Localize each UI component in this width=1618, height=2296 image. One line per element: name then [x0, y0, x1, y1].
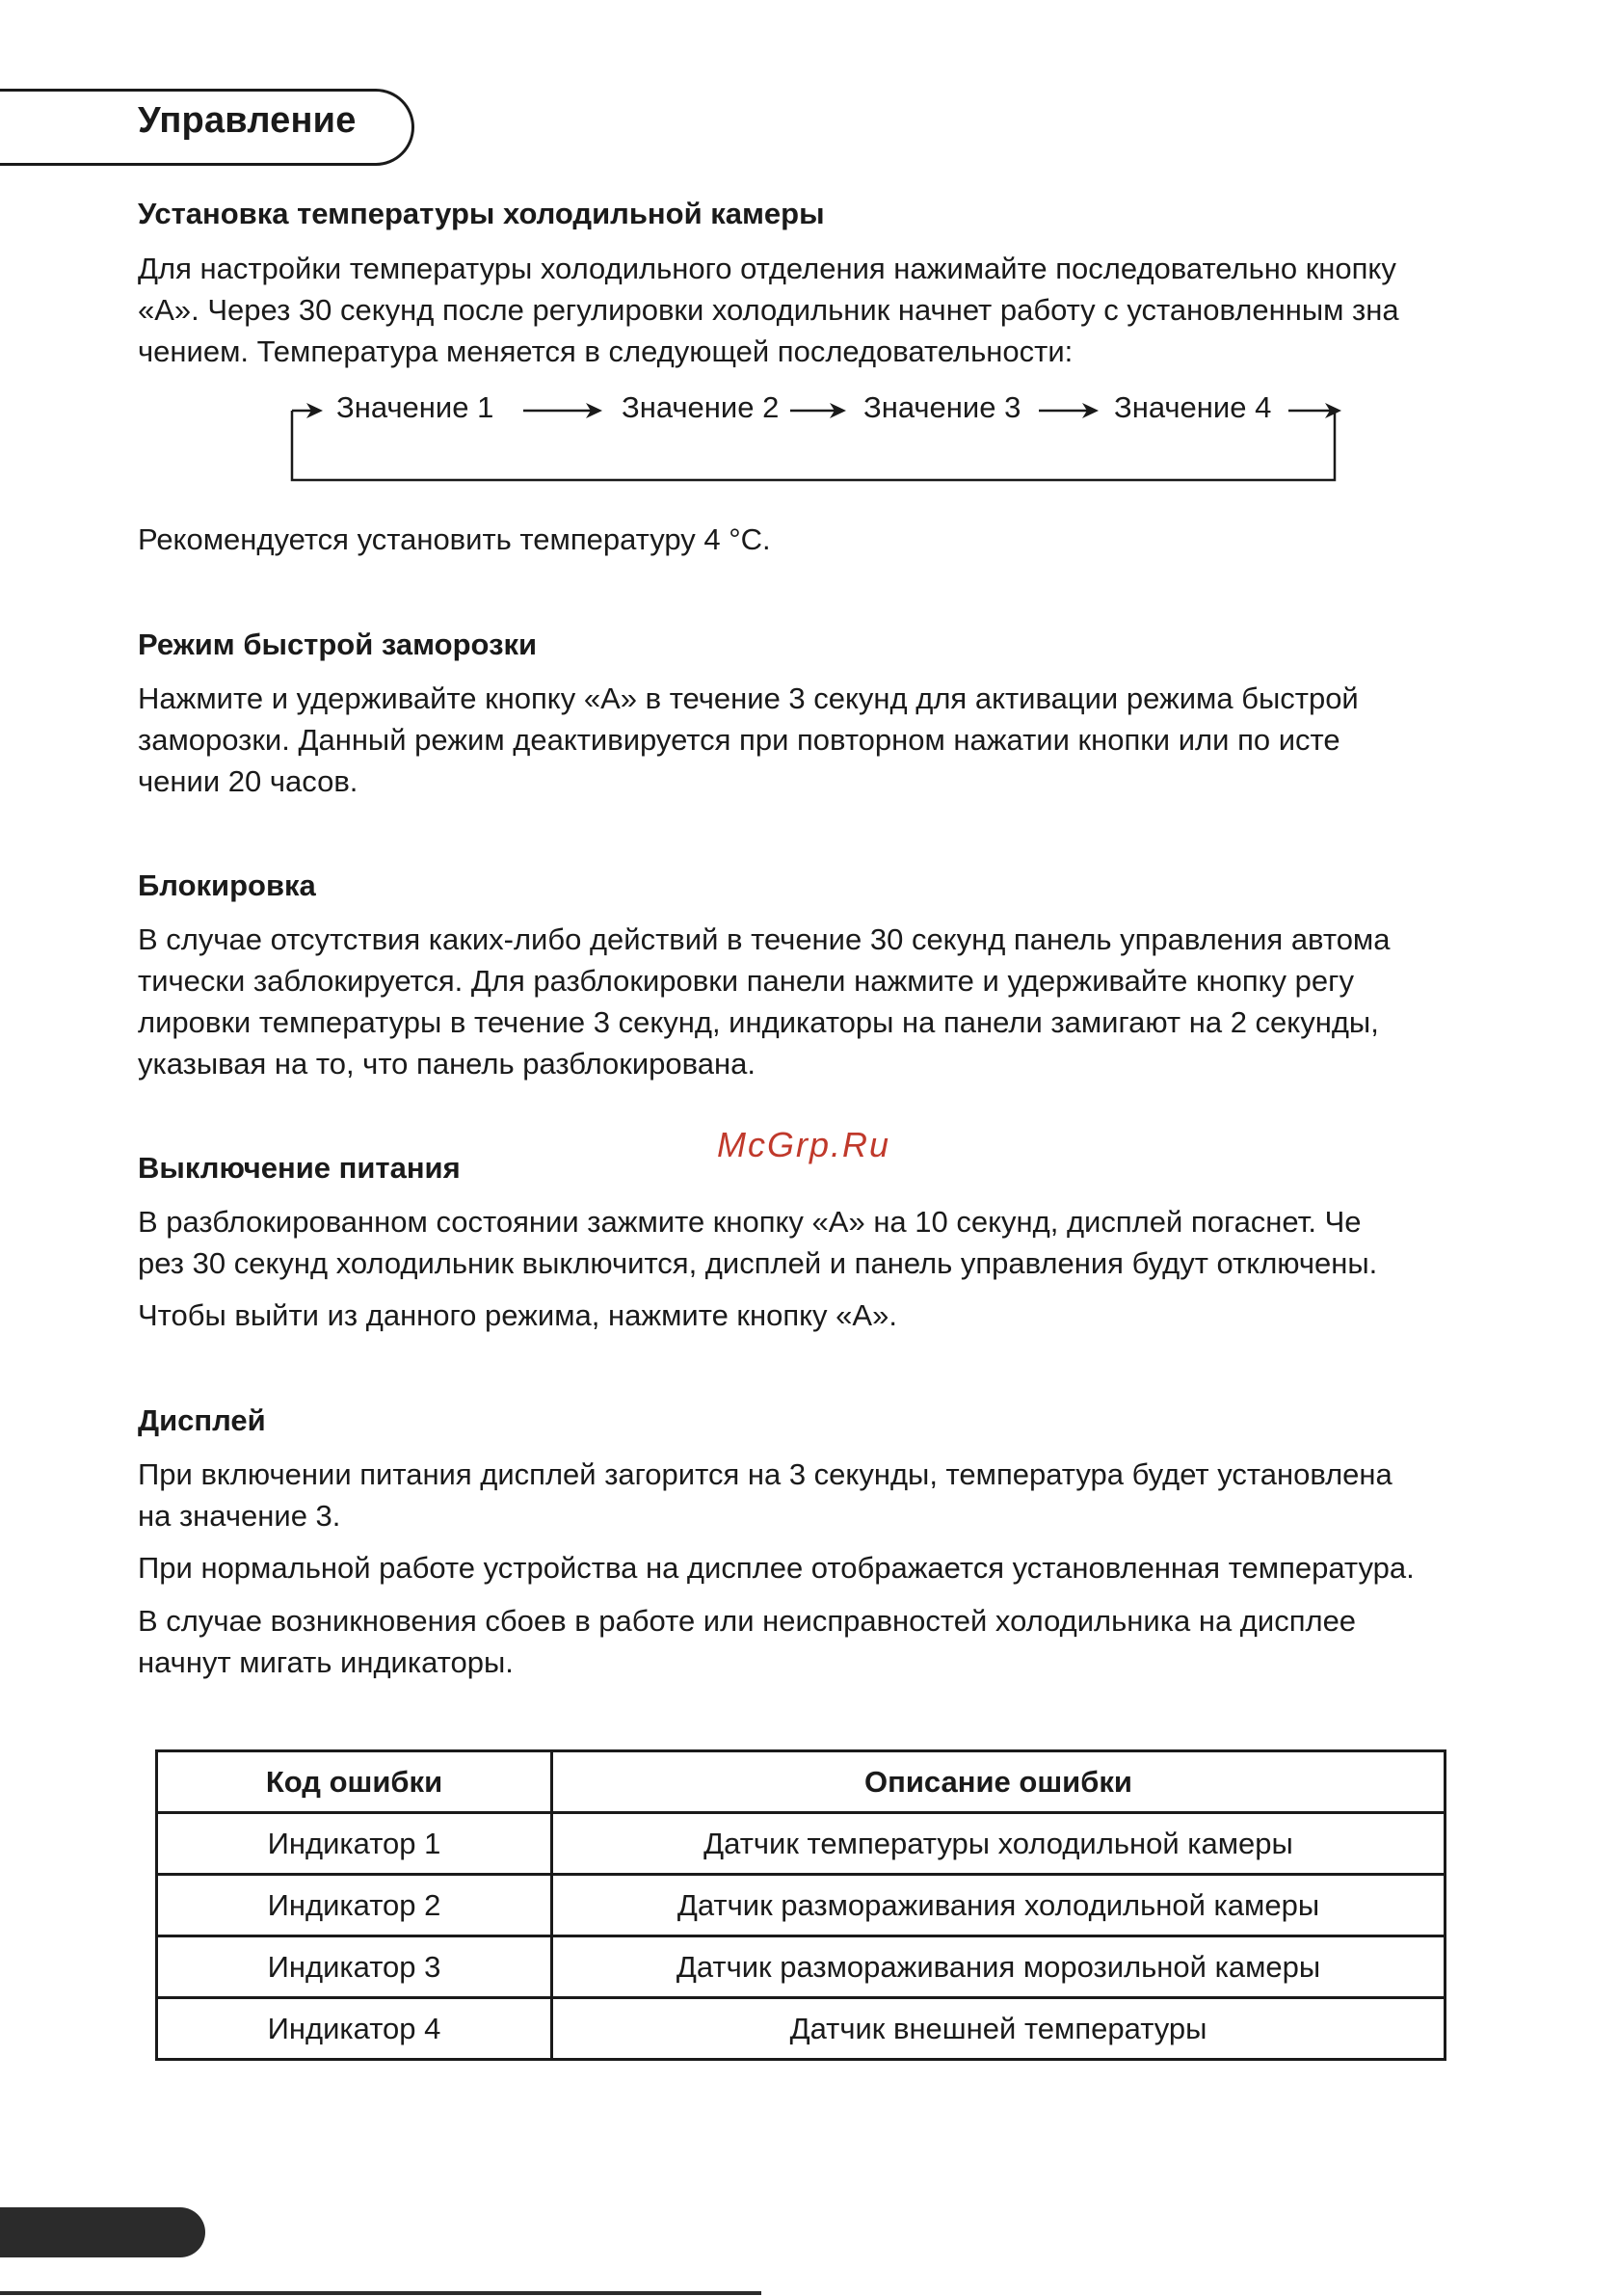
- text-line: Нажмите и удерживайте кнопку «А» в течение 3 секунд для активации режима быстрой: [138, 681, 1359, 715]
- section-heading-display: Дисплей: [138, 1403, 266, 1437]
- text-line: лировки температуры в течение 3 секунд, индикаторы на панели замигают на 2 секунды,: [138, 1005, 1379, 1039]
- paragraph-power-exit: [138, 1295, 1487, 1336]
- text-line: Чтобы выйти из данного режима, нажмите кнопку «А».: [138, 1298, 897, 1332]
- sequence-diagram: [0, 0, 1618, 501]
- paragraph-fast-freeze: [138, 678, 1487, 802]
- section-heading-power-off: Выключение питания: [138, 1151, 461, 1185]
- error-code-cell: Индикатор 1: [157, 1813, 552, 1875]
- text-line: При включении питания дисплей загорится на 3 секунды, температура будет установлена: [138, 1457, 1393, 1491]
- sequence-value-2: Значение 2: [622, 390, 780, 424]
- paragraph-display-2: [138, 1547, 1487, 1589]
- error-description-cell: Датчик размораживания холодильной камеры: [552, 1875, 1446, 1936]
- sequence-value-4: Значение 4: [1114, 390, 1272, 424]
- text-line: Для настройки температуры холодильного отделения нажимайте последовательно кнопку: [138, 252, 1396, 285]
- text-line: на значение 3.: [138, 1499, 341, 1533]
- table-row: [157, 1998, 1446, 2060]
- sequence-value-1: Значение 1: [336, 390, 494, 424]
- text-line: Рекомендуется установить температуру 4 °С.: [138, 522, 771, 556]
- text-line: При нормальной работе устройства на дисплее отображается установленная температура.: [138, 1551, 1415, 1585]
- error-description-cell: Датчик внешней температуры: [552, 1998, 1446, 2060]
- error-code-cell: Индикатор 4: [157, 1998, 552, 2060]
- paragraph-display-1: [138, 1454, 1487, 1536]
- paragraph-power-off: [138, 1201, 1487, 1284]
- sequence-value-3: Значение 3: [863, 390, 1021, 424]
- recommendation-text: [138, 519, 1487, 560]
- footer-line: [0, 2291, 761, 2295]
- text-line: В случае отсутствия каких-либо действий в течение 30 секунд панель управления автома: [138, 922, 1391, 956]
- text-line: рез 30 секунд холодильник выключится, дисплей и панель управления будут отключены.: [138, 1246, 1378, 1280]
- table-header-row: [157, 1751, 1446, 1813]
- text-line: «А». Через 30 секунд после регулировки холодильник начнет работу с установленным зна: [138, 293, 1399, 327]
- paragraph-display-3: [138, 1600, 1487, 1683]
- error-code-cell: Индикатор 2: [157, 1875, 552, 1936]
- text-line: тически заблокируется. Для разблокировки панели нажмите и удерживайте кнопку регу: [138, 964, 1354, 998]
- text-line: В разблокированном состоянии зажмите кнопку «А» на 10 секунд, дисплей погаснет. Че: [138, 1205, 1362, 1239]
- error-description-cell: Датчик температуры холодильной камеры: [552, 1813, 1446, 1875]
- page-title: Управление: [138, 100, 357, 141]
- text-line: заморозки. Данный режим деактивируется при повторном нажатии кнопки или по исте: [138, 723, 1340, 757]
- error-description-cell: Датчик размораживания морозильной камеры: [552, 1936, 1446, 1998]
- section-heading-lock: Блокировка: [138, 868, 316, 902]
- text-line: чении 20 часов.: [138, 764, 358, 798]
- watermark: McGrp.Ru: [717, 1125, 891, 1164]
- text-line: указывая на то, что панель разблокирована.: [138, 1047, 756, 1081]
- column-header-description: Описание ошибки: [552, 1751, 1446, 1813]
- section-heading-temperature: Установка температуры холодильной камеры: [138, 197, 825, 230]
- text-line: В случае возникновения сбоев в работе или неисправностей холодильника на дисплее: [138, 1604, 1357, 1638]
- error-code-table: [155, 1749, 1446, 2061]
- section-heading-fast-freeze: Режим быстрой заморозки: [138, 627, 538, 661]
- text-line: начнут мигать индикаторы.: [138, 1645, 514, 1679]
- paragraph-lock: [138, 919, 1487, 1084]
- column-header-code: Код ошибки: [157, 1751, 552, 1813]
- table-row: [157, 1813, 1446, 1875]
- footer-tab: [0, 2207, 205, 2257]
- table-row: [157, 1936, 1446, 1998]
- text-line: чением. Температура меняется в следующей последовательности:: [138, 334, 1074, 368]
- error-code-cell: Индикатор 3: [157, 1936, 552, 1998]
- table-row: [157, 1875, 1446, 1936]
